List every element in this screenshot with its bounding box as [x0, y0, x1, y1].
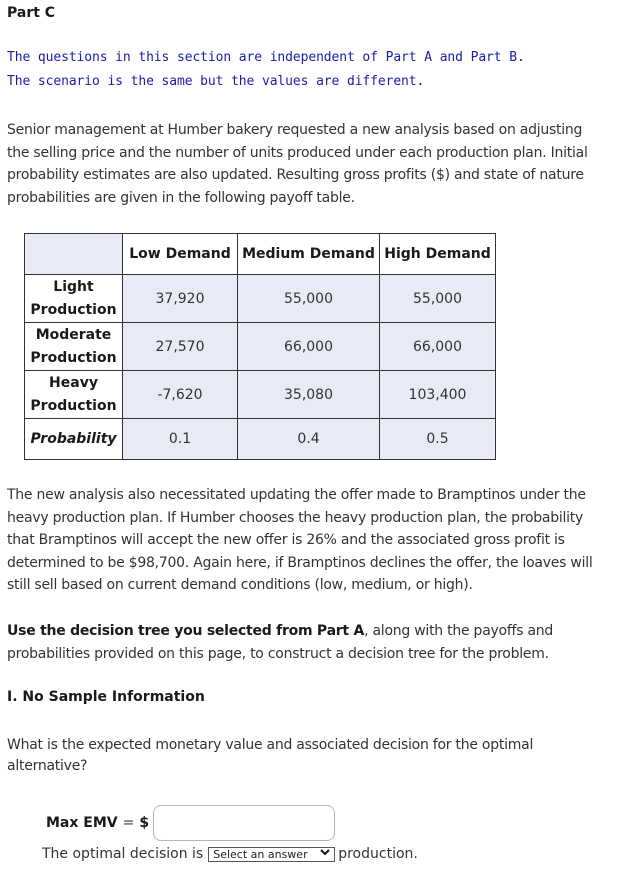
payoff-table: [24, 233, 496, 460]
instruction-bold: Use the decision tree you selected from Part A: [7, 623, 365, 639]
table-header-row: [25, 234, 496, 275]
probability-cell: 0.4: [238, 419, 380, 460]
column-header-low: Low Demand: [123, 234, 238, 275]
row-header-line: Light: [53, 278, 94, 295]
instruction-paragraph: [7, 620, 607, 665]
payoff-cell: 27,570: [123, 323, 238, 371]
question-text: What is the expected monetary value and associated decision for the optimal alternative?: [7, 737, 534, 774]
decision-row: [42, 846, 418, 862]
payoff-cell: 35,080: [238, 371, 380, 419]
payoff-cell: 55,000: [238, 275, 380, 323]
row-header-line: Production: [30, 301, 117, 318]
column-header-high: High Demand: [380, 234, 496, 275]
decision-select[interactable]: [208, 847, 335, 862]
probability-label: Probability: [25, 419, 123, 460]
payoff-cell: 37,920: [123, 275, 238, 323]
offer-paragraph: The new analysis also necessitated updating the offer made to Bramptinos under the heavy production plan. If Humber chooses the heavy production plan, the probability that Bramptinos will accept the new offer is 26% and the associated gross profit is determined to be $98,700. Again here, if Bramptinos declines the offer, the loaves will still sell based on current demand conditions (low, medium, or high).: [7, 487, 593, 593]
chevron-down-icon: [320, 849, 330, 859]
payoff-cell: 66,000: [380, 323, 496, 371]
emv-input[interactable]: [153, 805, 335, 841]
table-row: [25, 371, 496, 419]
payoff-cell: -7,620: [123, 371, 238, 419]
payoff-cell: 66,000: [238, 323, 380, 371]
row-header-line: Moderate: [35, 326, 112, 343]
row-header-heavy: [25, 371, 123, 419]
probability-cell: 0.5: [380, 419, 496, 460]
payoff-cell: 55,000: [380, 275, 496, 323]
decision-suffix: production.: [338, 846, 418, 862]
section-heading: I. No Sample Information: [7, 689, 205, 705]
row-header-line: Production: [30, 349, 117, 366]
row-header-line: Production: [30, 397, 117, 414]
part-title: Part C: [7, 5, 56, 21]
decision-prefix: The optimal decision is: [42, 846, 204, 862]
payoff-cell: 103,400: [380, 371, 496, 419]
table-row: [25, 323, 496, 371]
probability-row: [25, 419, 496, 460]
row-header-light: [25, 275, 123, 323]
emv-label: Max EMV: [46, 815, 118, 831]
currency-symbol: $: [139, 815, 150, 831]
table-row: [25, 275, 496, 323]
instruction-rest: , along with the payoffs and probabilities provided on this page, to construct a decision tree for the problem.: [7, 623, 554, 662]
decision-select-value: Select an answer: [213, 847, 308, 861]
table-corner-cell: [25, 234, 123, 275]
emv-row: [46, 804, 335, 842]
emv-equals: =: [122, 815, 135, 831]
probability-cell: 0.1: [123, 419, 238, 460]
row-header-line: Heavy: [49, 374, 98, 391]
scenario-paragraph: Senior management at Humber bakery requested a new analysis based on adjusting the selling price and the number of units produced under each production plan. Initial probability estimates are also updated. Resulting gross profits ($) and state of nature probabilities are given in the following payoff table.: [7, 122, 588, 206]
row-header-moderate: [25, 323, 123, 371]
column-header-medium: Medium Demand: [238, 234, 380, 275]
intro-line-1: The questions in this section are independent of Part A and Part B.: [7, 50, 525, 65]
intro-line-2: The scenario is the same but the values are different.: [7, 74, 425, 89]
